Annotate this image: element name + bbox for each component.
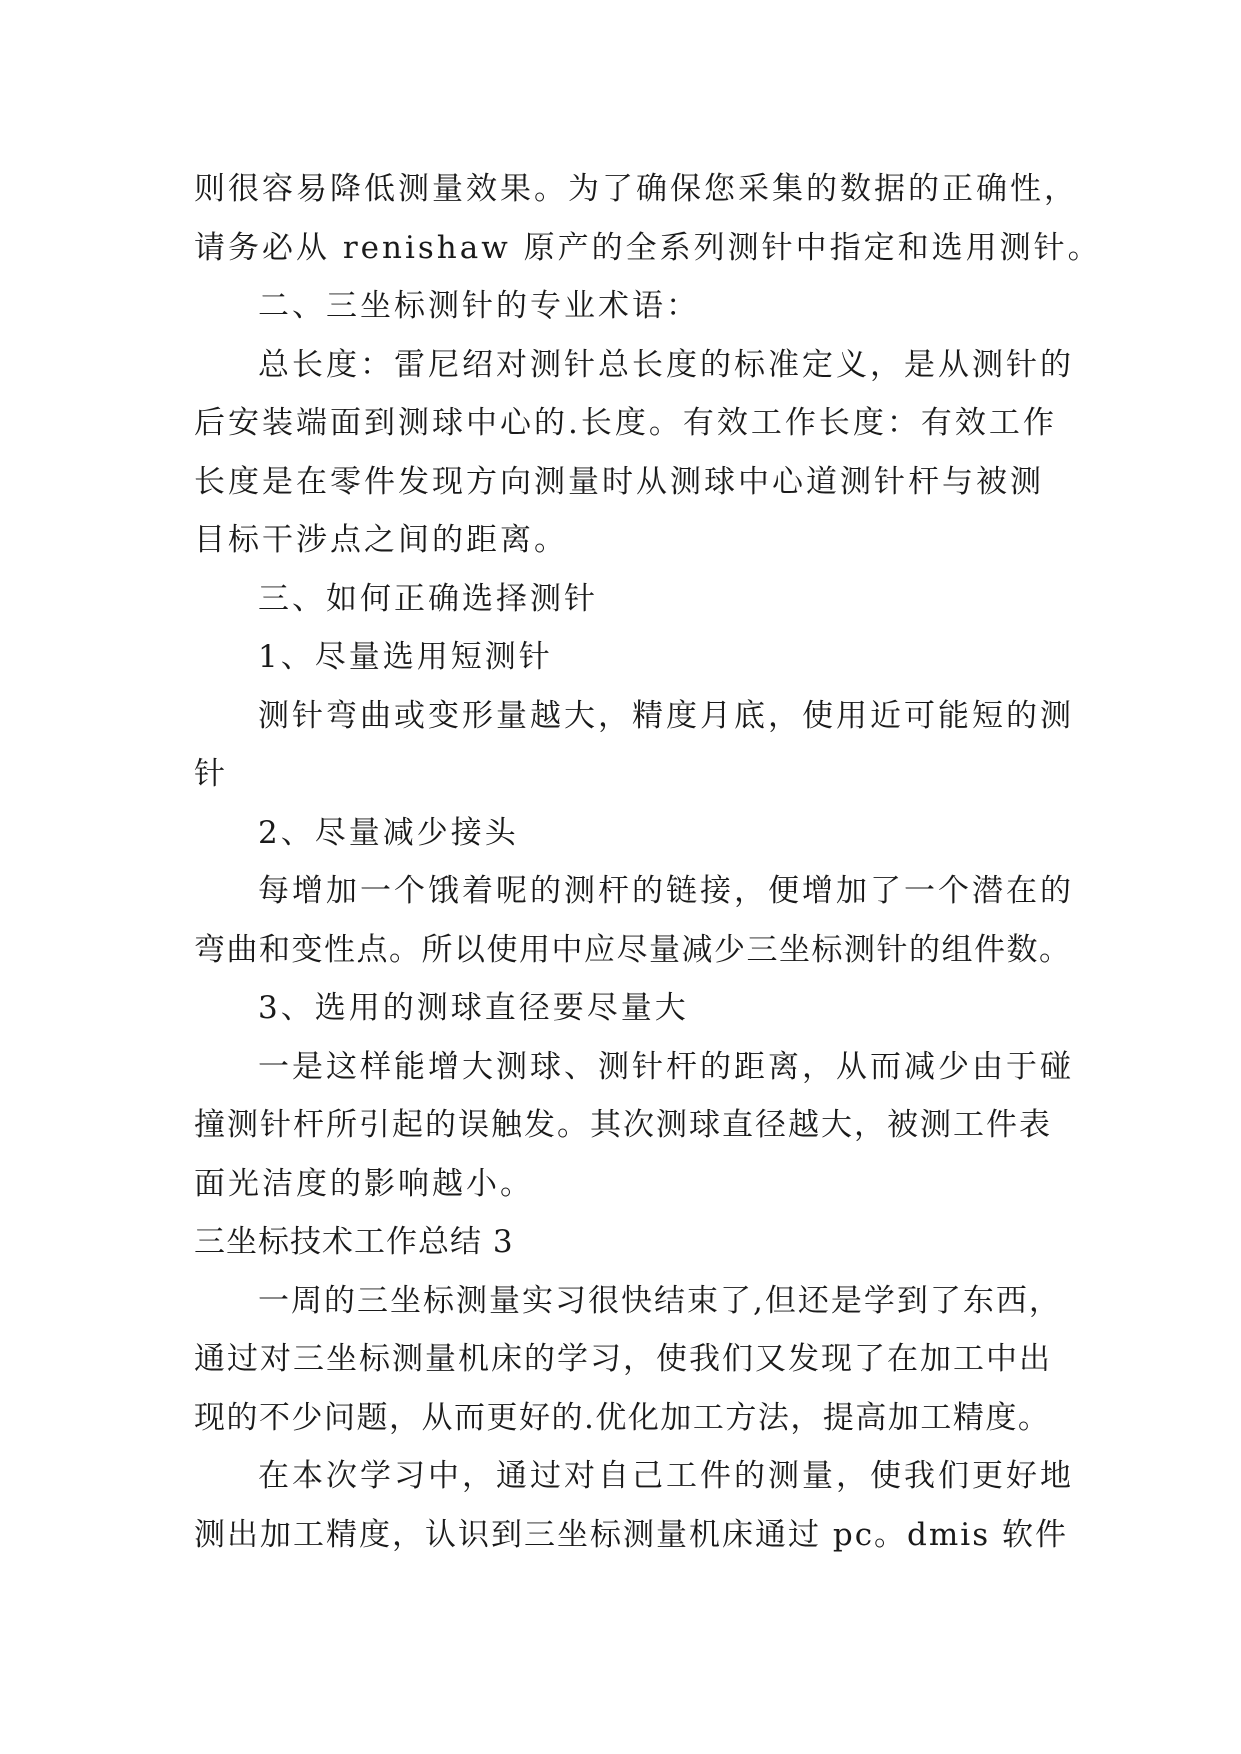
paragraph-line: 长度是在零件发现方向测量时从测球中心道测针杆与被测 [194,463,1044,500]
paragraph-line: 通过对三坐标测量机床的学习，使我们又发现了在加工中出 [194,1341,1052,1377]
document-body [194,160,1102,1564]
paragraph-line: 总长度：雷尼绍对测针总长度的标准定义，是从测针的 [258,346,1074,383]
paragraph-line: 目标干涉点之间的距离。 [194,522,568,558]
document-section-title: 三坐标技术工作总结 3 [194,1224,514,1260]
subsection-heading: 1、尽量选用短测针 [258,639,553,675]
paragraph-line: 请务必从 renishaw 原产的全系列测针中指定和选用测针。 [194,229,1102,266]
paragraph-line: 撞测针杆所引起的误触发。其次测球直径越大，被测工件表 [194,1107,1052,1143]
subsection-heading: 2、尽量减少接头 [258,814,519,851]
paragraph-line: 针 [194,756,228,792]
paragraph-line: 面光洁度的影响越小。 [194,1165,534,1202]
section-heading: 二、三坐标测针的专业术语： [258,288,700,324]
paragraph-line: 在本次学习中，通过对自己工件的测量，使我们更好地 [258,1458,1074,1494]
subsection-heading: 3、选用的测球直径要尽量大 [258,990,689,1026]
paragraph-line: 后安装端面到测球中心的.长度。有效工作长度：有效工作 [194,405,1057,441]
paragraph-line: 测出加工精度，认识到三坐标测量机床通过 pc。dmis 软件 [194,1516,1068,1553]
paragraph-line: 每增加一个饿着呢的测杆的链接，便增加了一个潜在的 [258,873,1074,909]
paragraph-line: 则很容易降低测量效果。为了确保您采集的数据的正确性， [194,171,1078,207]
paragraph-line: 一是这样能增大测球、测针杆的距离，从而减少由于碰 [258,1048,1074,1085]
paragraph-line: 现的不少问题，从而更好的.优化加工方法，提高加工精度。 [194,1399,1051,1436]
paragraph-line: 测针弯曲或变形量越大，精度月底，使用近可能短的测 [258,697,1074,734]
paragraph-line: 弯曲和变性点。所以使用中应尽量减少三坐标测针的组件数。 [194,931,1072,968]
paragraph-line: 一周的三坐标测量实习很快结束了,但还是学到了东西， [258,1282,1062,1319]
section-heading: 三、如何正确选择测针 [258,580,598,617]
